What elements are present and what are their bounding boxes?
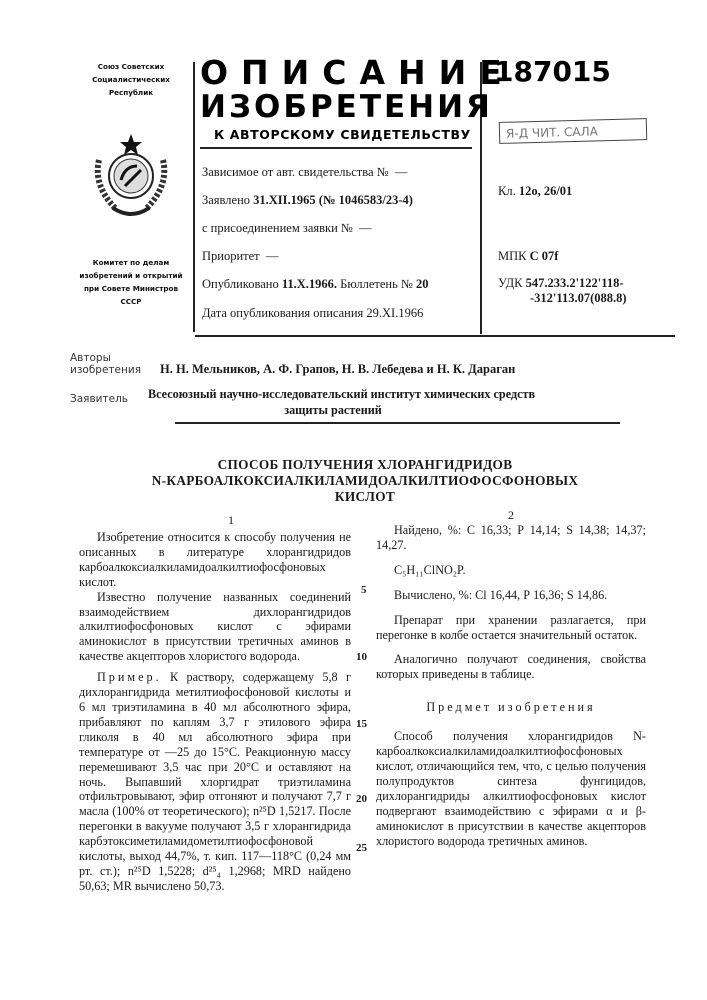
library-stamp: Я-Д ЧИТ. САЛА — [499, 118, 648, 144]
line-number: 15 — [356, 718, 367, 730]
mpk-label: МПК — [498, 249, 527, 263]
field-published — [202, 277, 428, 292]
field-value: — — [359, 221, 372, 235]
org-committee-name — [62, 256, 200, 308]
doc-title-line: СПОСОБ ПОЛУЧЕНИЯ ХЛОРАНГИДРИДОВ — [217, 457, 513, 472]
field-label: Опубликовано — [202, 277, 279, 291]
org-line: Социалистических — [92, 75, 170, 84]
column-2-number: 2 — [508, 508, 514, 522]
claim-heading: Предмет изобретения — [426, 700, 596, 715]
org-line: при Совете Министров — [83, 284, 179, 293]
found-values: Найдено, %: С 16,33; Р 14,14; S 14,38; 14,37; 14,27. — [376, 523, 646, 552]
org-union-name — [62, 60, 200, 99]
authors-label-1: Авторы — [70, 352, 111, 364]
subtitle-underline — [200, 147, 472, 149]
authors-value: Н. Н. Мельников, А. Ф. Грапов, Н. В. Лебедева и Н. К. Дараган — [160, 362, 516, 376]
org-line: Комитет по делам — [92, 258, 170, 267]
paragraph-intro: Изобретение относится к способу получения не описанных в литературе хлорангидридов карбоалкоксиалкиламидоалкилтиофосфоновых кислот. — [79, 530, 351, 589]
class-udk-cont — [530, 291, 627, 306]
storage-note: Препарат при хранении разлагается, при перегонке в колбе остается значительный остаток. — [376, 612, 646, 642]
class-udk — [498, 276, 624, 291]
field-label: Заявлено — [202, 193, 251, 207]
line-number: 10 — [356, 651, 367, 663]
formula: C₅H₁₁ClNO₂P. — [394, 562, 466, 577]
authors-label-2: изобретения — [70, 364, 142, 376]
field-label: Приоритет — [202, 249, 260, 263]
authors-label — [70, 352, 141, 376]
divider-left — [193, 62, 195, 332]
doc-title-line: N-КАРБОАЛКОКСИАЛКИЛАМИДОАЛКИЛТИОФОСФОНОВЫХ — [151, 473, 579, 488]
line-number: 25 — [356, 842, 367, 854]
field-value: — — [265, 249, 279, 263]
doc-title-line: КИСЛОТ — [334, 489, 396, 504]
udk-value-1: 547.233.2'122'118- — [525, 276, 624, 290]
field-joined — [202, 221, 372, 236]
subtitle: К АВТОРСКОМУ СВИДЕТЕЛЬСТВУ — [214, 127, 471, 142]
paragraph-background: Известно получение названных соединений взаимодействием дихлорангидридов алкилтиофосфоновых кислот с эфирами аминокислот в присутствии третичных аминов в качестве акцепторов хлористого водорода. — [79, 589, 351, 664]
line-number: 5 — [361, 584, 367, 596]
kl-value: 12о, 26/01 — [518, 184, 573, 198]
kl-label: Кл. — [498, 184, 516, 198]
class-kl — [498, 184, 572, 199]
class-mpk — [498, 249, 558, 264]
ussr-state-emblem-icon — [85, 130, 177, 222]
analog-note: Аналогично получают соединения, свойства которых приведены в таблице. — [376, 652, 646, 682]
mpk-value: С 07f — [529, 249, 559, 263]
applicant-rule — [175, 422, 620, 424]
applicant-value-2: защиты растений — [284, 403, 382, 417]
org-line: Союз Советских — [97, 62, 165, 71]
org-line: изобретений и открытий — [79, 271, 183, 280]
field-dependent — [202, 165, 407, 180]
example-text: К раствору, содержащему 5,8 г дихлорангидрида метилтиофосфоновой кислоты и 6 мл триэтиламина в 40 мл абсолютного эфира, прибавляют по каплям 3,7 г этилового эфира гликоля в 40 мл абсолютного эфира при температуре от —25 до 15°С. Реакционную массу перемешивают 3,5 час при 20°С и оставляют на ночь. Выпавший хлоргидрат триэтиламина отфильтровывают, эфир отгоняют и получают 7,7 г масла (100% от теоретического); n²⁵D 1,5217. После перегонки в вакууме получают 3,5 г хлорангидрида карбэтоксиметиламидометилтиофосфоновой кислоты, выход 44,7%, т. кип. 117—118°С (0,24 мм рт. ст.); n²⁵D 1,5228; d²⁵₄ 1,2968; MRD найдено 50,63; MR вычислено 50,73. — [79, 670, 351, 893]
calculated-values: Вычислено, %: Cl 16,44, Р 16,36; S 14,86. — [394, 587, 608, 602]
paragraph-example — [79, 670, 351, 894]
header-bottom-rule — [195, 335, 675, 337]
org-line: СССР — [120, 297, 142, 306]
bulletin-label: Бюллетень № — [340, 277, 413, 291]
title-line-2: ИЗОБРЕТЕНИЯ — [200, 89, 493, 125]
applicant-label: Заявитель — [70, 393, 128, 405]
field-label: с присоединением заявки № — [202, 221, 353, 235]
field-desc-published — [202, 306, 423, 321]
field-label: Зависимое от авт. свидетельства № — [202, 165, 389, 179]
title-line-1: ОПИСАНИЕ — [200, 53, 515, 92]
field-value: 29.XI.1966 — [366, 306, 424, 320]
field-value: 31.XII.1965 (№ 1046583/23-4) — [253, 193, 413, 207]
org-line: Республик — [108, 88, 154, 97]
example-lead: Пример. — [97, 670, 162, 685]
field-value: 11.X.1966. — [281, 277, 338, 291]
doc-title — [140, 457, 590, 505]
field-priority — [202, 249, 278, 264]
column-1 — [79, 530, 351, 894]
udk-label: УДК — [498, 276, 523, 290]
applicant-value-1: Всесоюзный научно-исследовательский институт химических средств — [148, 387, 536, 401]
column-2 — [376, 523, 646, 848]
bulletin-value: 20 — [415, 277, 429, 291]
claim-text: Способ получения хлорангидридов N-карбоалкоксиалкиламидоалкилтиофосфоновых кислот, отличающийся тем, что, с целью получения полупродуктов синтеза фунгицидов, дихлорангидриды алкилтиофосфоновых кислот подвергают взаимодействию с эфирами α и β-аминокислот в присутствии в качестве акцепторов хлористого водорода третичных аминов. — [376, 729, 646, 848]
udk-value-2: -312'113.07(088.8) — [530, 291, 627, 305]
line-number: 20 — [356, 793, 367, 805]
patent-number: 187015 — [494, 55, 611, 88]
field-label: Дата опубликования описания — [202, 306, 364, 320]
field-value: — — [394, 165, 408, 179]
column-1-number: 1 — [228, 513, 234, 527]
field-filed — [202, 193, 413, 208]
